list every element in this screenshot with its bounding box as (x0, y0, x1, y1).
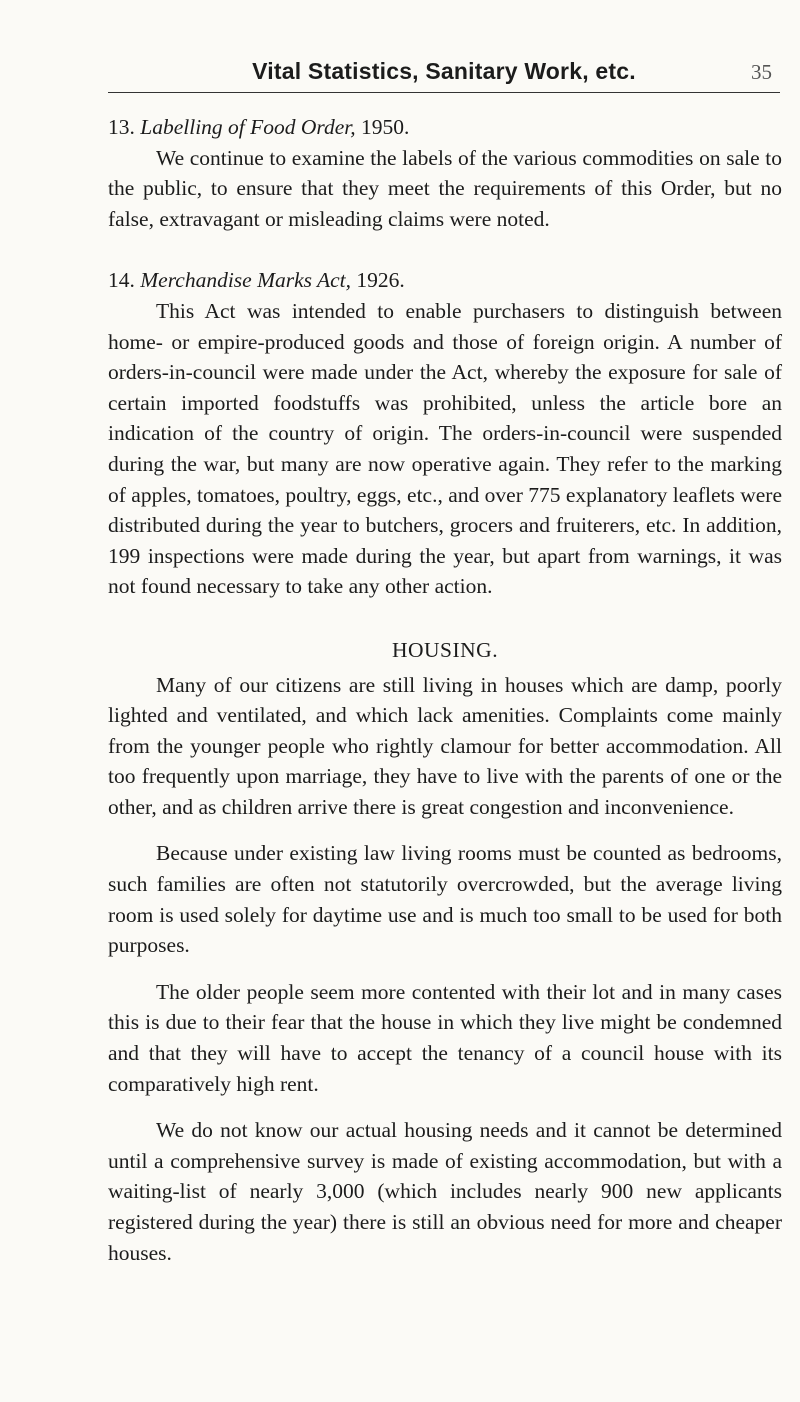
housing-heading: HOUSING. (391, 637, 499, 662)
running-title: Vital Statistics, Sanitary Work, etc. (252, 58, 636, 84)
housing-paragraph-4: We do not know our actual housing needs and it cannot be determined until a comprehensive survey is made of existing accommodation, but with a waiting-list of nearly 3,000 (which includes nearly 900 new applicants registered during the year) there is still an obvious need for more and cheaper houses. (108, 1118, 782, 1265)
body-text (108, 112, 782, 1268)
section-13-paragraph: We continue to examine the labels of the various commodities on sale to the public, to ensure that they meet the requirements of this Order, but no false, extravagant or misleading claims were noted. (108, 145, 782, 231)
section-14-paragraph: This Act was intended to enable purchasers to distinguish between home- or empire-produced goods and those of foreign origin. A number of orders-in-council were made under the Act, whereby the exposure for sale of certain imported foodstuffs was prohibited, unless the article bore an indication of the country of origin. The orders-in-council were suspended during the war, but many are now operative again. They refer to the marking of apples, tomatoes, poultry, eggs, etc., and over 775 explanatory leaflets were distributed during the year to butchers, grocers and fruiterers, etc. In addition, 199 inspections were made during the year, but apart from warnings, it was not found necessary to take any other action. (108, 298, 782, 599)
running-header (108, 58, 780, 94)
section-14-year: 1926. (356, 268, 405, 293)
section-13-year: 1950. (361, 115, 410, 139)
housing-paragraph-2: Because under existing law living rooms must be counted as bedrooms, such families are often not statutorily overcrowded, but the average living room is used solely for daytime use and is much too small to be used for both purposes. (108, 841, 782, 958)
page-number: 35 (751, 60, 772, 84)
section-13-heading (108, 112, 782, 143)
housing-paragraph-3: The older people seem more contented with their lot and in many cases this is due to their fear that the house in which they live might be condemned and that they will have to accept the tenancy of a council house with its comparatively high rent. (108, 979, 782, 1096)
section-13-title: Labelling of Food Order, (140, 115, 356, 139)
section-14-title: Merchandise Marks Act, (140, 268, 352, 293)
section-13-number: 13. (108, 115, 135, 139)
header-rule (108, 92, 780, 93)
section-14-number: 14. (108, 268, 135, 293)
housing-paragraph-1: Many of our citizens are still living in houses which are damp, poorly lighted and ventilated, and which lack amenities. Complaints come mainly from the younger people who rightly clamour for better accommodation. All too frequently upon marriage, they have to live with the parents of one or the other, and as children arrive there is great congestion and inconvenience. (108, 672, 782, 819)
section-14-heading (108, 265, 782, 296)
